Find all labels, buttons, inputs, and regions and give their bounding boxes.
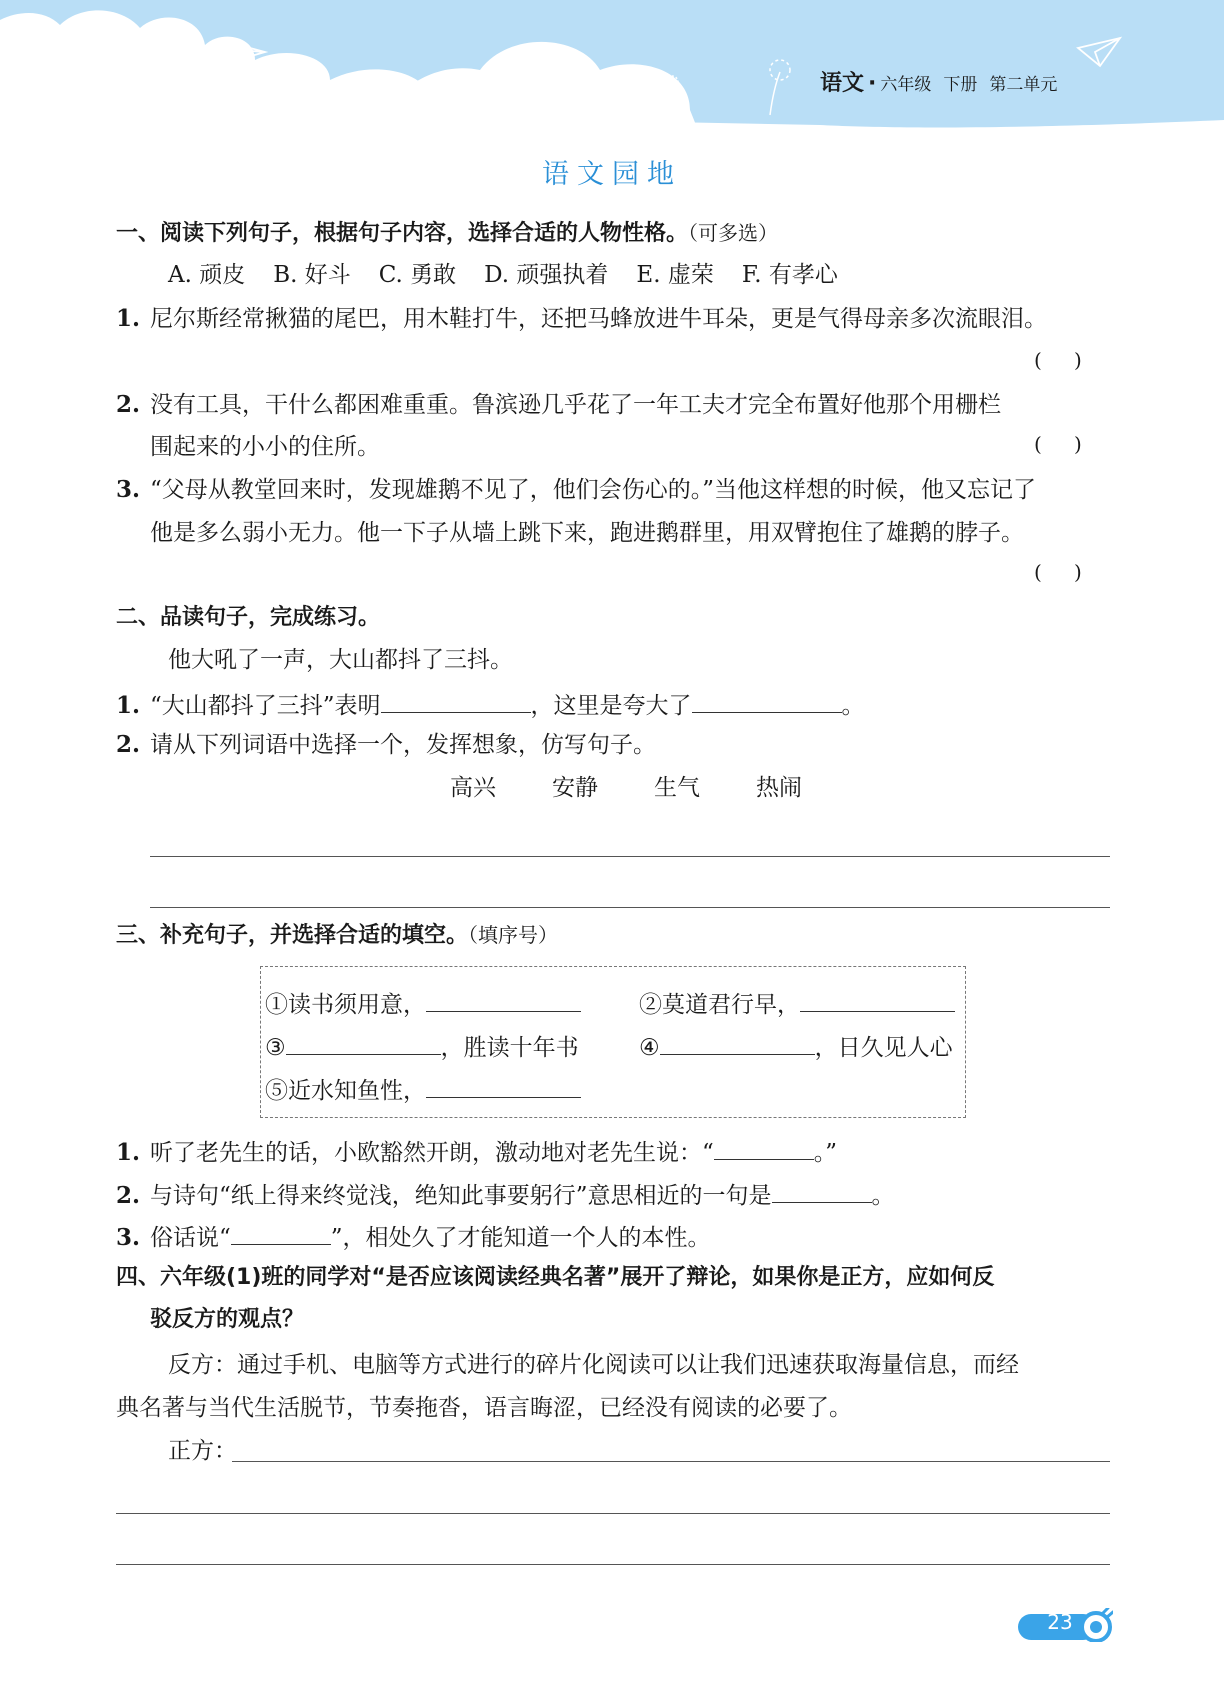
fill-blank[interactable] [714, 1135, 814, 1160]
question-number: 2. [116, 731, 141, 758]
con-argument-cont: 典名著与当代生活脱节，节奏拖沓，语言晦涩，已经没有阅读的必要了。 [116, 1395, 852, 1421]
question-number: 3. [116, 476, 141, 503]
answer-line[interactable] [116, 1564, 1110, 1565]
pro-label: 正方： [168, 1438, 237, 1464]
proverb-4-prefix: ④ [639, 1035, 660, 1061]
section3-q3 [116, 1220, 711, 1253]
paren-open: ( [1034, 348, 1042, 372]
option-e: E. 虚荣 [636, 262, 714, 288]
proverb-5 [265, 1073, 581, 1106]
proverb-3 [265, 1030, 579, 1063]
q2-text: 请从下列词语中选择一个，发挥想象，仿写句子。 [150, 732, 656, 758]
q1-text-b: ，这里是夸大了 [530, 693, 692, 719]
word-3: 生气 [654, 775, 700, 801]
page-number: 23 [1047, 1610, 1073, 1634]
question-text: “父母从教堂回来时，发现雄鹅不见了，他们会伤心的。”当他这样想的时候，他又忘记了 [150, 477, 1037, 503]
q2-text-b: 。 [871, 1183, 895, 1209]
section3-q2 [116, 1178, 895, 1211]
section1-note: （可多选） [688, 221, 779, 245]
section3-heading [116, 920, 558, 951]
q3-text-a: 俗话说“ [150, 1225, 231, 1251]
paren-close: ) [1074, 432, 1082, 456]
section1-q2-cont: 围起来的小小的住所。 [150, 434, 380, 460]
proverb-box [260, 966, 966, 1118]
paren-open: ( [1034, 560, 1042, 584]
section1-heading-text: 一、阅读下列句子，根据句子内容，选择合适的人物性格。 [116, 221, 689, 246]
proverb-2 [639, 987, 955, 1020]
fill-blank[interactable] [660, 1030, 815, 1055]
proverb-1 [265, 987, 581, 1020]
fill-blank[interactable] [772, 1178, 872, 1203]
fill-blank[interactable] [426, 1073, 581, 1098]
section4-heading-cont: 驳反方的观点？ [150, 1307, 305, 1332]
fill-blank[interactable] [692, 688, 842, 713]
section1-q1 [116, 304, 1047, 334]
header-volume: 下册 [943, 75, 978, 95]
question-text: 没有工具，干什么都困难重重。鲁滨逊几乎花了一年工夫才完全布置好他那个用栅栏 [150, 392, 1001, 418]
fill-blank[interactable] [426, 987, 581, 1012]
paren-close: ) [1074, 560, 1082, 584]
section3-q1 [116, 1135, 837, 1168]
section2-sentence: 他大吼了一声，大山都抖了三抖。 [168, 647, 513, 673]
section2-heading: 二、品读句子，完成练习。 [116, 605, 381, 630]
option-a: A. 顽皮 [168, 262, 246, 288]
option-d: D. 顽强执着 [484, 262, 609, 288]
answer-line[interactable] [116, 1513, 1110, 1514]
proverb-1-text: ①读书须用意， [265, 992, 426, 1018]
fill-blank[interactable] [231, 1220, 331, 1245]
answer-parens[interactable] [1034, 560, 1114, 584]
section1-heading [116, 218, 778, 249]
question-number: 2. [116, 391, 141, 418]
question-number: 2. [116, 1182, 141, 1209]
answer-line[interactable] [150, 856, 1110, 857]
header-subject: 语文 [820, 71, 865, 96]
answer-line[interactable] [232, 1461, 1110, 1462]
proverb-3-prefix: ③ [265, 1035, 286, 1061]
proverb-3-text: ，胜读十年书 [440, 1035, 579, 1061]
page-title: 语文园地 [542, 159, 682, 190]
section1-q2 [116, 390, 1001, 420]
question-number: 1. [116, 305, 141, 332]
question-number: 1. [116, 1139, 141, 1166]
question-number: 1. [116, 692, 141, 719]
word-2: 安静 [552, 775, 598, 801]
option-f: F. 有孝心 [741, 262, 838, 288]
q3-text-b: ”，相处久了才能知道一个人的本性。 [330, 1225, 711, 1251]
paren-open: ( [1034, 432, 1042, 456]
proverb-4-text: ，日久见人心 [814, 1035, 953, 1061]
section1-q3-cont: 他是多么弱小无力。他一下子从墙上跳下来，跑进鹅群里，用双臂抱住了雄鹅的脖子。 [150, 520, 1024, 546]
q1-text-b: 。” [813, 1140, 838, 1166]
word-1: 高兴 [450, 775, 496, 801]
section3-heading-text: 三、补充句子，并选择合适的填空。 [116, 923, 469, 948]
word-bank [450, 773, 858, 803]
q1-text-c: 。 [841, 693, 865, 719]
fill-blank[interactable] [381, 688, 531, 713]
option-b: B. 好斗 [273, 262, 351, 288]
question-number: 3. [116, 1224, 141, 1251]
q1-text-a: “大山都抖了三抖”表明 [150, 693, 381, 719]
proverb-4 [639, 1030, 953, 1063]
answer-parens[interactable] [1034, 432, 1114, 456]
con-argument: 反方：通过手机、电脑等方式进行的碎片化阅读可以让我们迅速获取海量信息，而经 [168, 1352, 1019, 1378]
header-unit: 第二单元 [989, 75, 1058, 95]
word-4: 热闹 [756, 775, 802, 801]
q1-text-a: 听了老先生的话，小欧豁然开朗，激动地对老先生说：“ [150, 1140, 714, 1166]
section3-note: （填序号） [468, 923, 559, 947]
section2-q1 [116, 688, 865, 721]
section4-heading: 四、六年级(1)班的同学对“是否应该阅读经典名著”展开了辩论，如果你是正方，应如何反 [116, 1265, 995, 1290]
proverb-2-text: ②莫道君行早， [639, 992, 800, 1018]
paren-close: ) [1074, 348, 1082, 372]
fill-blank[interactable] [286, 1030, 441, 1055]
answer-line[interactable] [150, 907, 1110, 908]
header-course-info [820, 66, 1069, 97]
answer-parens[interactable] [1034, 348, 1114, 372]
fill-blank[interactable] [800, 987, 955, 1012]
section1-q3 [116, 475, 1036, 505]
option-c: C. 勇敢 [378, 262, 457, 288]
section1-options [168, 260, 866, 290]
header-separator: · [868, 71, 877, 96]
proverb-5-text: ⑤近水知鱼性， [265, 1078, 426, 1104]
header-grade: 六年级 [880, 75, 932, 95]
q2-text-a: 与诗句“纸上得来终觉浅，绝知此事要躬行”意思相近的一句是 [150, 1183, 772, 1209]
question-text: 尼尔斯经常揪猫的尾巴，用木鞋打牛，还把马蜂放进牛耳朵，更是气得母亲多次流眼泪。 [150, 306, 1047, 332]
section2-q2 [116, 730, 656, 760]
